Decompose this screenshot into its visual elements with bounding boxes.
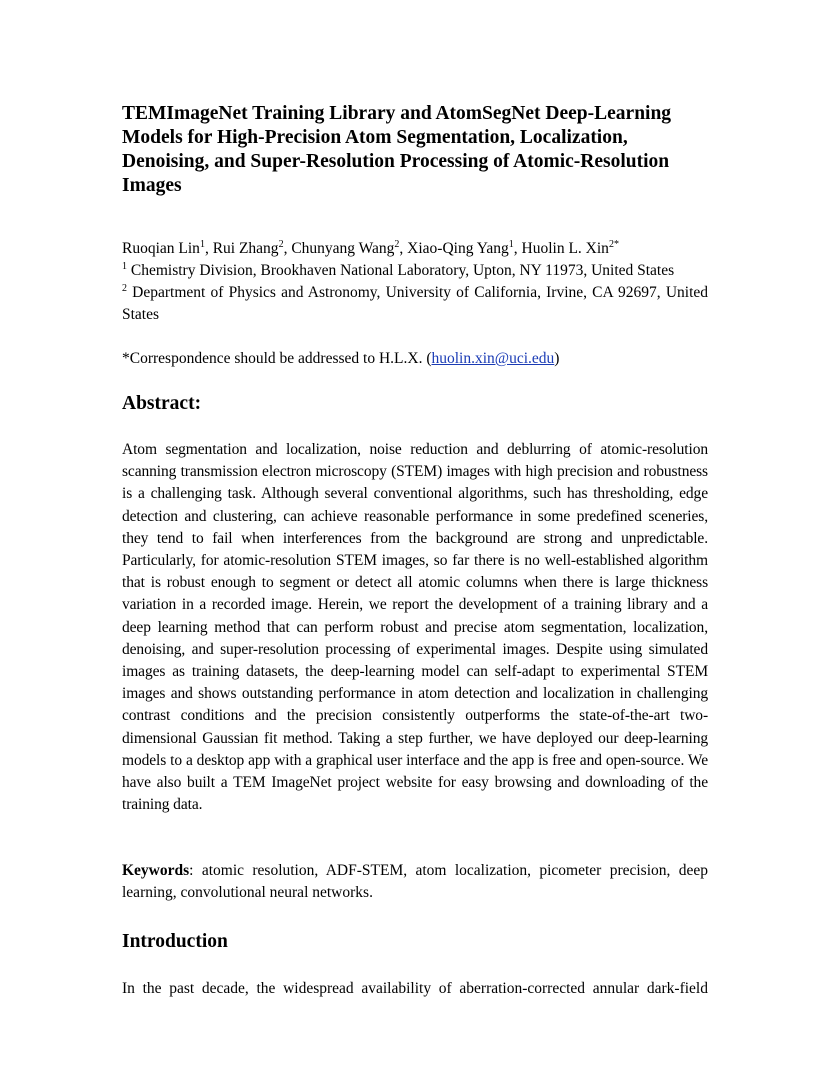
paper-page (122, 102, 708, 1000)
author: Rui Zhang$^2$, (212, 238, 292, 257)
author: Ruoqian Lin$^1$, (122, 238, 213, 257)
author: Xiao-Qing Yang$^1$, (407, 238, 522, 257)
author-list (122, 238, 708, 260)
introduction-body: In the past decade, the widespread availability of aberration-corrected annular dark-field (122, 980, 708, 998)
correspondence-note: *Correspondence should be addressed to H.L.X. (huolin.xin@uci.edu) (122, 350, 560, 367)
keywords-label: Keywords (122, 862, 190, 880)
affiliation-1: $^1$ Chemistry Division, Brookhaven National Laboratory, Upton, NY 11973, United States (122, 260, 675, 279)
introduction-heading: Introduction (122, 931, 228, 953)
author: Chunyang Wang$^2$, (291, 238, 408, 257)
paper-title: TEMImageNet Training Library and AtomSegNet Deep-Learning Models for High-Precision Atom Segmentation, Localization, Denoising, and Super-Resolution Processing of Atomic-Resolution Images (122, 103, 672, 196)
keywords (122, 860, 708, 904)
email-link[interactable]: huolin.xin@uci.edu (431, 350, 555, 367)
abstract-body: Atom segmentation and localization, noise reduction and deblurring of atomic-resolution scanning transmission electron microscopy (STEM) images with high precision and robustness is a challenging task. Although several conventional algorithms, such has thresholding, edge detection and clustering, can achieve reasonable performance in some predefined sceneries, they tend to fail when interferences from the background are strong and unpredictable. Particularly, for atomic-resolution STEM images, so far there is no well-established algorithm that is robust enough to segment or detect all atomic columns when there is large thickness variation in a recorded image. Herein, we report the development of a training library and a deep learning method that can perform robust and precise atom segmentation, localization, denoising, and super-resolution processing of experimental images. Despite using simulated images as training datasets, the deep-learning model can self-adapt to experimental STEM images and shows outstanding performance in atom detection and localization in challenging contrast conditions and the precision consistently outperforms the state-of-the-art two-dimensional Gaussian fit method. Taking a step further, we have deployed our deep-learning models to a desktop app with a graphical user interface and the app is free and open-source. We have also built a TEM ImageNet project website for easy browsing and downloading of the training data. (122, 441, 708, 814)
keywords-text: : atomic resolution, ADF-STEM, atom localization, picometer precision, deep learning, convolutional neural networks. (122, 862, 708, 902)
abstract-heading: Abstract: (122, 393, 202, 414)
affiliation-2: $^2$ Department of Physics and Astronomy, University of California, Irvine, CA 92697, United States (122, 282, 708, 323)
author: Huolin L. Xin$^{2*}$ (521, 238, 619, 257)
